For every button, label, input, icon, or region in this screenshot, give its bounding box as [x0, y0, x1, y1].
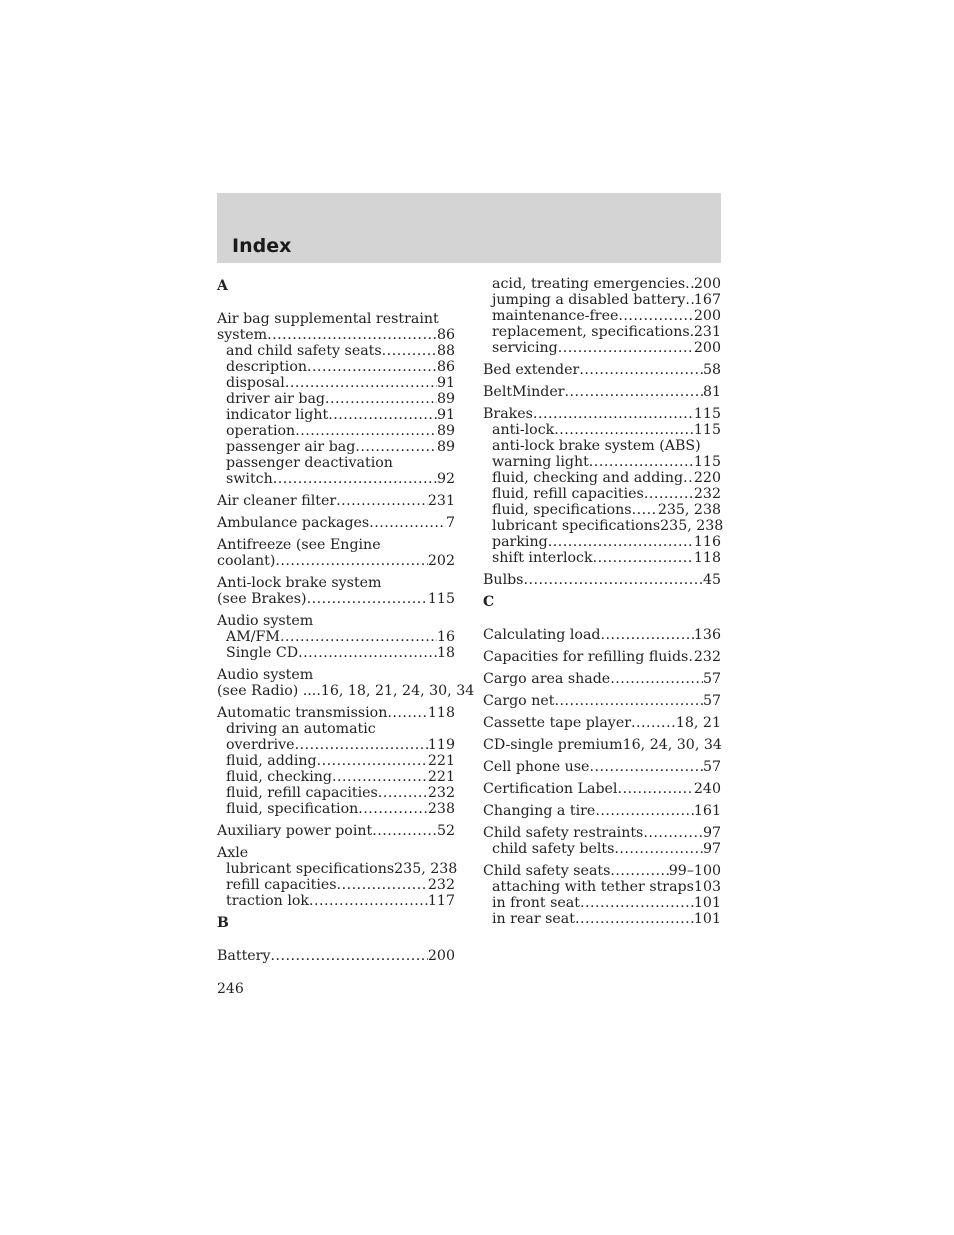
- index-subentry-line: [483, 470, 721, 486]
- entry-text: Brakes: [483, 406, 533, 422]
- index-entry-line: [217, 493, 455, 509]
- index-entry: [483, 572, 721, 588]
- entry-text: CD-single premium: [483, 737, 623, 753]
- dot-leader: [632, 502, 658, 518]
- page-reference: 58: [702, 362, 721, 378]
- index-entry: [217, 845, 458, 909]
- index-subentry-line: [217, 737, 455, 753]
- page-reference: 118: [693, 550, 721, 566]
- index-subentry-line: [483, 841, 721, 857]
- dot-leader: [336, 493, 428, 509]
- index-subentry-line: [217, 359, 455, 375]
- page-reference: 89: [436, 423, 455, 439]
- entry-text: lubricant specifications: [226, 861, 395, 877]
- dot-leader: [685, 276, 694, 292]
- dot-leader: [554, 693, 702, 709]
- page-reference: 232: [427, 877, 455, 893]
- index-entry: [217, 575, 455, 607]
- section-letter: B: [217, 915, 229, 931]
- dot-leader: [378, 785, 428, 801]
- dot-leader: [579, 362, 703, 378]
- entry-text: warning light: [492, 454, 589, 470]
- index-subentry-line: [483, 276, 721, 292]
- entry-text: Battery: [217, 948, 271, 964]
- entry-text: servicing: [492, 340, 558, 356]
- page-reference: 238: [427, 801, 455, 817]
- entry-text: Antifreeze (see Engine: [217, 537, 381, 553]
- entry-text: Cell phone use: [483, 759, 590, 775]
- page-reference: 232: [427, 785, 455, 801]
- page-reference: 161: [693, 803, 721, 819]
- entry-text: shift interlock: [492, 550, 593, 566]
- entry-text: maintenance-free: [492, 308, 619, 324]
- page-reference: 57: [702, 693, 721, 709]
- index-subentry-line: [217, 455, 455, 471]
- dot-leader: [337, 877, 428, 893]
- entry-text: anti-lock brake system (ABS): [492, 438, 701, 454]
- page-reference: 16, 24, 30, 34: [622, 737, 722, 753]
- index-subentry-line: [217, 801, 455, 817]
- page-reference: 101: [693, 911, 721, 927]
- entry-text: (see Radio) ....16, 18, 21, 24, 30, 34: [217, 683, 475, 699]
- index-entry: [483, 803, 721, 819]
- index-entry-line: [217, 845, 455, 861]
- dot-leader: [683, 470, 694, 486]
- entry-text: description: [226, 359, 308, 375]
- index-subentry-line: [483, 550, 721, 566]
- entry-text: passenger air bag: [226, 439, 356, 455]
- index-subentry-line: [217, 471, 455, 487]
- page-reference: 16: [436, 629, 455, 645]
- page-reference: 202: [427, 553, 455, 569]
- entry-text: fluid, checking: [226, 769, 333, 785]
- dot-leader: [589, 759, 702, 775]
- page-reference: 221: [427, 753, 455, 769]
- dot-leader: [548, 534, 694, 550]
- dot-leader: [369, 515, 446, 531]
- entry-text: Auxiliary power point: [217, 823, 373, 839]
- entry-text: fluid, refill capacities: [492, 486, 644, 502]
- dot-leader: [643, 825, 703, 841]
- dot-leader: [372, 823, 437, 839]
- page-reference: 99–100: [668, 863, 721, 879]
- index-entry-line: [483, 649, 721, 665]
- entry-text: indicator light: [226, 407, 329, 423]
- index-subentry-line: [217, 753, 455, 769]
- page-reference: 200: [427, 948, 455, 964]
- dot-leader: [267, 327, 437, 343]
- page-reference: 88: [436, 343, 455, 359]
- index-subentry-line: [217, 645, 455, 661]
- page-reference: 7: [445, 515, 455, 531]
- page-reference: 231: [427, 493, 455, 509]
- entry-text: Cargo area shade: [483, 671, 611, 687]
- page-reference: 81: [702, 384, 721, 400]
- index-entry-line: [483, 737, 721, 753]
- page-reference: 115: [693, 454, 721, 470]
- entry-text: attaching with tether straps: [492, 879, 694, 895]
- dot-leader: [631, 715, 676, 731]
- section-letter: C: [483, 594, 495, 610]
- page-reference: 235, 238: [660, 518, 724, 534]
- dot-leader: [589, 454, 694, 470]
- page-reference: 18, 21: [675, 715, 721, 731]
- index-subentry-line: [483, 308, 721, 324]
- index-entry: [217, 613, 455, 661]
- dot-leader: [295, 423, 437, 439]
- index-entry-line: [217, 537, 455, 553]
- index-entry-line: [217, 553, 455, 569]
- index-entry: [483, 671, 721, 687]
- index-entry-line: [217, 515, 455, 531]
- dot-leader: [610, 863, 668, 879]
- index-subentry-line: [217, 391, 455, 407]
- dot-leader: [618, 308, 694, 324]
- index-subentry-line: [483, 422, 721, 438]
- entry-text: Calculating load: [483, 627, 601, 643]
- page-reference: 232: [693, 649, 721, 665]
- dot-leader: [273, 471, 437, 487]
- page-reference: 86: [436, 359, 455, 375]
- index-entry: [217, 948, 455, 964]
- index-entry-line: [217, 683, 475, 699]
- index-column-left: [217, 276, 475, 970]
- index-subentry-line: [217, 785, 455, 801]
- dot-leader: [595, 803, 694, 819]
- entry-text: traction lok: [226, 893, 309, 909]
- index-entry-line: [217, 327, 455, 343]
- page-reference: 91: [436, 375, 455, 391]
- dot-leader: [644, 486, 694, 502]
- entry-text: Cargo net: [483, 693, 555, 709]
- index-subentry-line: [217, 769, 455, 785]
- page-reference: 118: [427, 705, 455, 721]
- page-reference: 116: [693, 534, 721, 550]
- entry-text: BeltMinder: [483, 384, 565, 400]
- entry-text: child safety belts: [492, 841, 615, 857]
- index-entry: [217, 705, 455, 817]
- index-entry: [483, 384, 721, 400]
- index-subentry-line: [483, 879, 721, 895]
- entry-text: fluid, checking and adding: [492, 470, 684, 486]
- dot-leader: [610, 671, 703, 687]
- index-subentry-line: [217, 877, 455, 893]
- index-entry: [217, 667, 475, 699]
- index-entry-line: [483, 671, 721, 687]
- entry-text: Changing a tire: [483, 803, 596, 819]
- entry-text: acid, treating emergencies: [492, 276, 686, 292]
- page-reference: 221: [427, 769, 455, 785]
- index-entry: [483, 627, 721, 643]
- index-column-right: [483, 276, 724, 933]
- index-entry-line: [483, 825, 721, 841]
- entry-text: fluid, specifications: [492, 502, 632, 518]
- index-entry-line: [483, 572, 721, 588]
- entry-text: AM/FM: [226, 629, 280, 645]
- entry-text: Single CD: [226, 645, 299, 661]
- entry-text: system: [217, 327, 268, 343]
- dot-leader: [307, 359, 437, 375]
- index-entry: [483, 276, 721, 356]
- page-reference: 231: [693, 324, 721, 340]
- entry-text: disposal: [226, 375, 285, 391]
- index-subentry-line: [217, 343, 455, 359]
- index-subentry-line: [483, 895, 721, 911]
- index-entry-line: [217, 948, 455, 964]
- entry-text: Audio system: [217, 613, 314, 629]
- index-entry-line: [483, 715, 721, 731]
- dot-leader: [685, 292, 693, 308]
- section-letter: A: [217, 278, 228, 294]
- entry-text: in front seat: [492, 895, 580, 911]
- index-entry: [483, 863, 721, 927]
- index-entry-line: [483, 781, 721, 797]
- entry-text: Certification Label: [483, 781, 618, 797]
- index-entry: [483, 781, 721, 797]
- dot-leader: [325, 391, 437, 407]
- entry-text: fluid, specification: [226, 801, 359, 817]
- dot-leader: [558, 340, 694, 356]
- entry-text: (see Brakes): [217, 591, 307, 607]
- dot-leader: [617, 781, 693, 797]
- entry-text: fluid, refill capacities: [226, 785, 378, 801]
- index-entry-line: [483, 406, 721, 422]
- dot-leader: [285, 375, 437, 391]
- dot-leader: [328, 407, 437, 423]
- index-entry: [483, 825, 721, 857]
- index-subentry-line: [217, 861, 458, 877]
- dot-leader: [382, 343, 437, 359]
- dot-leader: [317, 753, 428, 769]
- index-entry-line: [483, 627, 721, 643]
- index-subentry-line: [217, 439, 455, 455]
- page-reference: 115: [427, 591, 455, 607]
- dot-leader: [554, 422, 694, 438]
- page-reference: 97: [702, 841, 721, 857]
- dot-leader: [355, 439, 437, 455]
- page-reference: 220: [693, 470, 721, 486]
- entry-text: Child safety seats: [483, 863, 611, 879]
- entry-text: Capacities for refilling fluids: [483, 649, 689, 665]
- page-reference: 232: [693, 486, 721, 502]
- index-subentry-line: [483, 486, 721, 502]
- index-entry-line: [217, 705, 455, 721]
- index-subentry-line: [483, 324, 721, 340]
- index-entry: [483, 759, 721, 775]
- page-reference: 240: [693, 781, 721, 797]
- index-entry-line: [217, 591, 455, 607]
- dot-leader: [295, 737, 428, 753]
- page-reference: 57: [702, 671, 721, 687]
- index-entry-line: [483, 362, 721, 378]
- page-reference: 52: [436, 823, 455, 839]
- entry-text: driver air bag: [226, 391, 326, 407]
- page-reference: 91: [436, 407, 455, 423]
- page-reference: 115: [693, 406, 721, 422]
- index-subentry-line: [217, 893, 455, 909]
- page-reference: 89: [436, 391, 455, 407]
- dot-leader: [358, 801, 428, 817]
- entry-text: operation: [226, 423, 296, 439]
- page-reference: 86: [436, 327, 455, 343]
- page-reference: 45: [702, 572, 721, 588]
- page-number: 246: [217, 981, 244, 997]
- dot-leader: [580, 895, 694, 911]
- dot-leader: [307, 591, 428, 607]
- index-header-banner: [217, 193, 721, 263]
- index-subentry-line: [217, 423, 455, 439]
- entry-text: in rear seat: [492, 911, 575, 927]
- index-subentry-line: [483, 292, 721, 308]
- index-subentry-line: [483, 911, 721, 927]
- page-reference: 200: [693, 340, 721, 356]
- index-entry: [483, 649, 721, 665]
- entry-text: Ambulance packages: [217, 515, 370, 531]
- index-subentry-line: [483, 340, 721, 356]
- entry-text: replacement, specifications: [492, 324, 690, 340]
- dot-leader: [614, 841, 703, 857]
- index-entry-line: [217, 823, 455, 839]
- entry-text: and child safety seats: [226, 343, 382, 359]
- entry-text: Audio system: [217, 667, 314, 683]
- dot-leader: [309, 893, 428, 909]
- index-subentry-line: [483, 518, 724, 534]
- entry-text: parking: [492, 534, 548, 550]
- index-entry-line: [483, 803, 721, 819]
- page-reference: 235, 238: [394, 861, 458, 877]
- index-entry-line: [217, 311, 455, 327]
- index-subentry-line: [483, 438, 721, 454]
- index-subentry-line: [217, 375, 455, 391]
- dot-leader: [270, 948, 427, 964]
- index-entry-line: [217, 575, 455, 591]
- dot-leader: [275, 553, 428, 569]
- index-subentry-line: [483, 534, 721, 550]
- index-subentry-line: [217, 407, 455, 423]
- index-entry-line: [483, 693, 721, 709]
- entry-text: anti-lock: [492, 422, 555, 438]
- dot-leader: [298, 645, 437, 661]
- index-entry: [483, 406, 724, 566]
- page-reference: 89: [436, 439, 455, 455]
- entry-text: switch: [226, 471, 273, 487]
- dot-leader: [565, 384, 703, 400]
- index-entry: [483, 362, 721, 378]
- entry-text: passenger deactivation: [226, 455, 393, 471]
- entry-text: overdrive: [226, 737, 295, 753]
- entry-text: Air cleaner filter: [217, 493, 337, 509]
- page-reference: 18: [436, 645, 455, 661]
- page-reference: 119: [427, 737, 455, 753]
- entry-text: Bed extender: [483, 362, 580, 378]
- dot-leader: [523, 572, 702, 588]
- index-entry-line: [483, 384, 721, 400]
- entry-text: Child safety restraints: [483, 825, 644, 841]
- index-entry: [217, 537, 455, 569]
- entry-text: driving an automatic: [226, 721, 376, 737]
- page-reference: 115: [693, 422, 721, 438]
- entry-text: Air bag supplemental restraint: [217, 311, 439, 327]
- dot-leader: [533, 406, 694, 422]
- page-reference: 167: [693, 292, 721, 308]
- page-reference: 103: [693, 879, 722, 895]
- index-subentry-line: [483, 502, 721, 518]
- page-reference: 235, 238: [657, 502, 721, 518]
- index-subentry-line: [217, 721, 455, 737]
- page-reference: 136: [693, 627, 721, 643]
- page-reference: 117: [427, 893, 455, 909]
- page-reference: 57: [702, 759, 721, 775]
- index-entry: [483, 737, 721, 753]
- index-entry-line: [483, 759, 721, 775]
- page-reference: 101: [693, 895, 721, 911]
- page-reference: 97: [702, 825, 721, 841]
- entry-text: Axle: [217, 845, 249, 861]
- dot-leader: [575, 911, 694, 927]
- index-entry-line: [483, 863, 721, 879]
- dot-leader: [593, 550, 694, 566]
- index-entry: [217, 493, 455, 509]
- dot-leader: [387, 705, 428, 721]
- index-entry: [217, 515, 455, 531]
- index-entry-line: [217, 667, 455, 683]
- entry-text: jumping a disabled battery: [492, 292, 686, 308]
- entry-text: refill capacities: [226, 877, 337, 893]
- page-reference: 200: [693, 308, 721, 324]
- entry-text: coolant): [217, 553, 276, 569]
- index-entry-line: [217, 613, 455, 629]
- entry-text: Cassette tape player: [483, 715, 631, 731]
- index-entry: [483, 693, 721, 709]
- dot-leader: [280, 629, 437, 645]
- entry-text: Anti-lock brake system: [217, 575, 382, 591]
- entry-text: Automatic transmission: [217, 705, 388, 721]
- page-reference: 200: [693, 276, 721, 292]
- entry-text: lubricant specifications: [492, 518, 661, 534]
- index-subentry-line: [217, 629, 455, 645]
- entry-text: fluid, adding: [226, 753, 317, 769]
- entry-text: Bulbs: [483, 572, 524, 588]
- page-reference: 92: [436, 471, 455, 487]
- dot-leader: [332, 769, 428, 785]
- index-entry: [483, 715, 721, 731]
- index-subentry-line: [483, 454, 721, 470]
- page-title: Index: [232, 235, 292, 257]
- dot-leader: [601, 627, 694, 643]
- index-entry: [217, 311, 455, 487]
- index-entry: [217, 823, 455, 839]
